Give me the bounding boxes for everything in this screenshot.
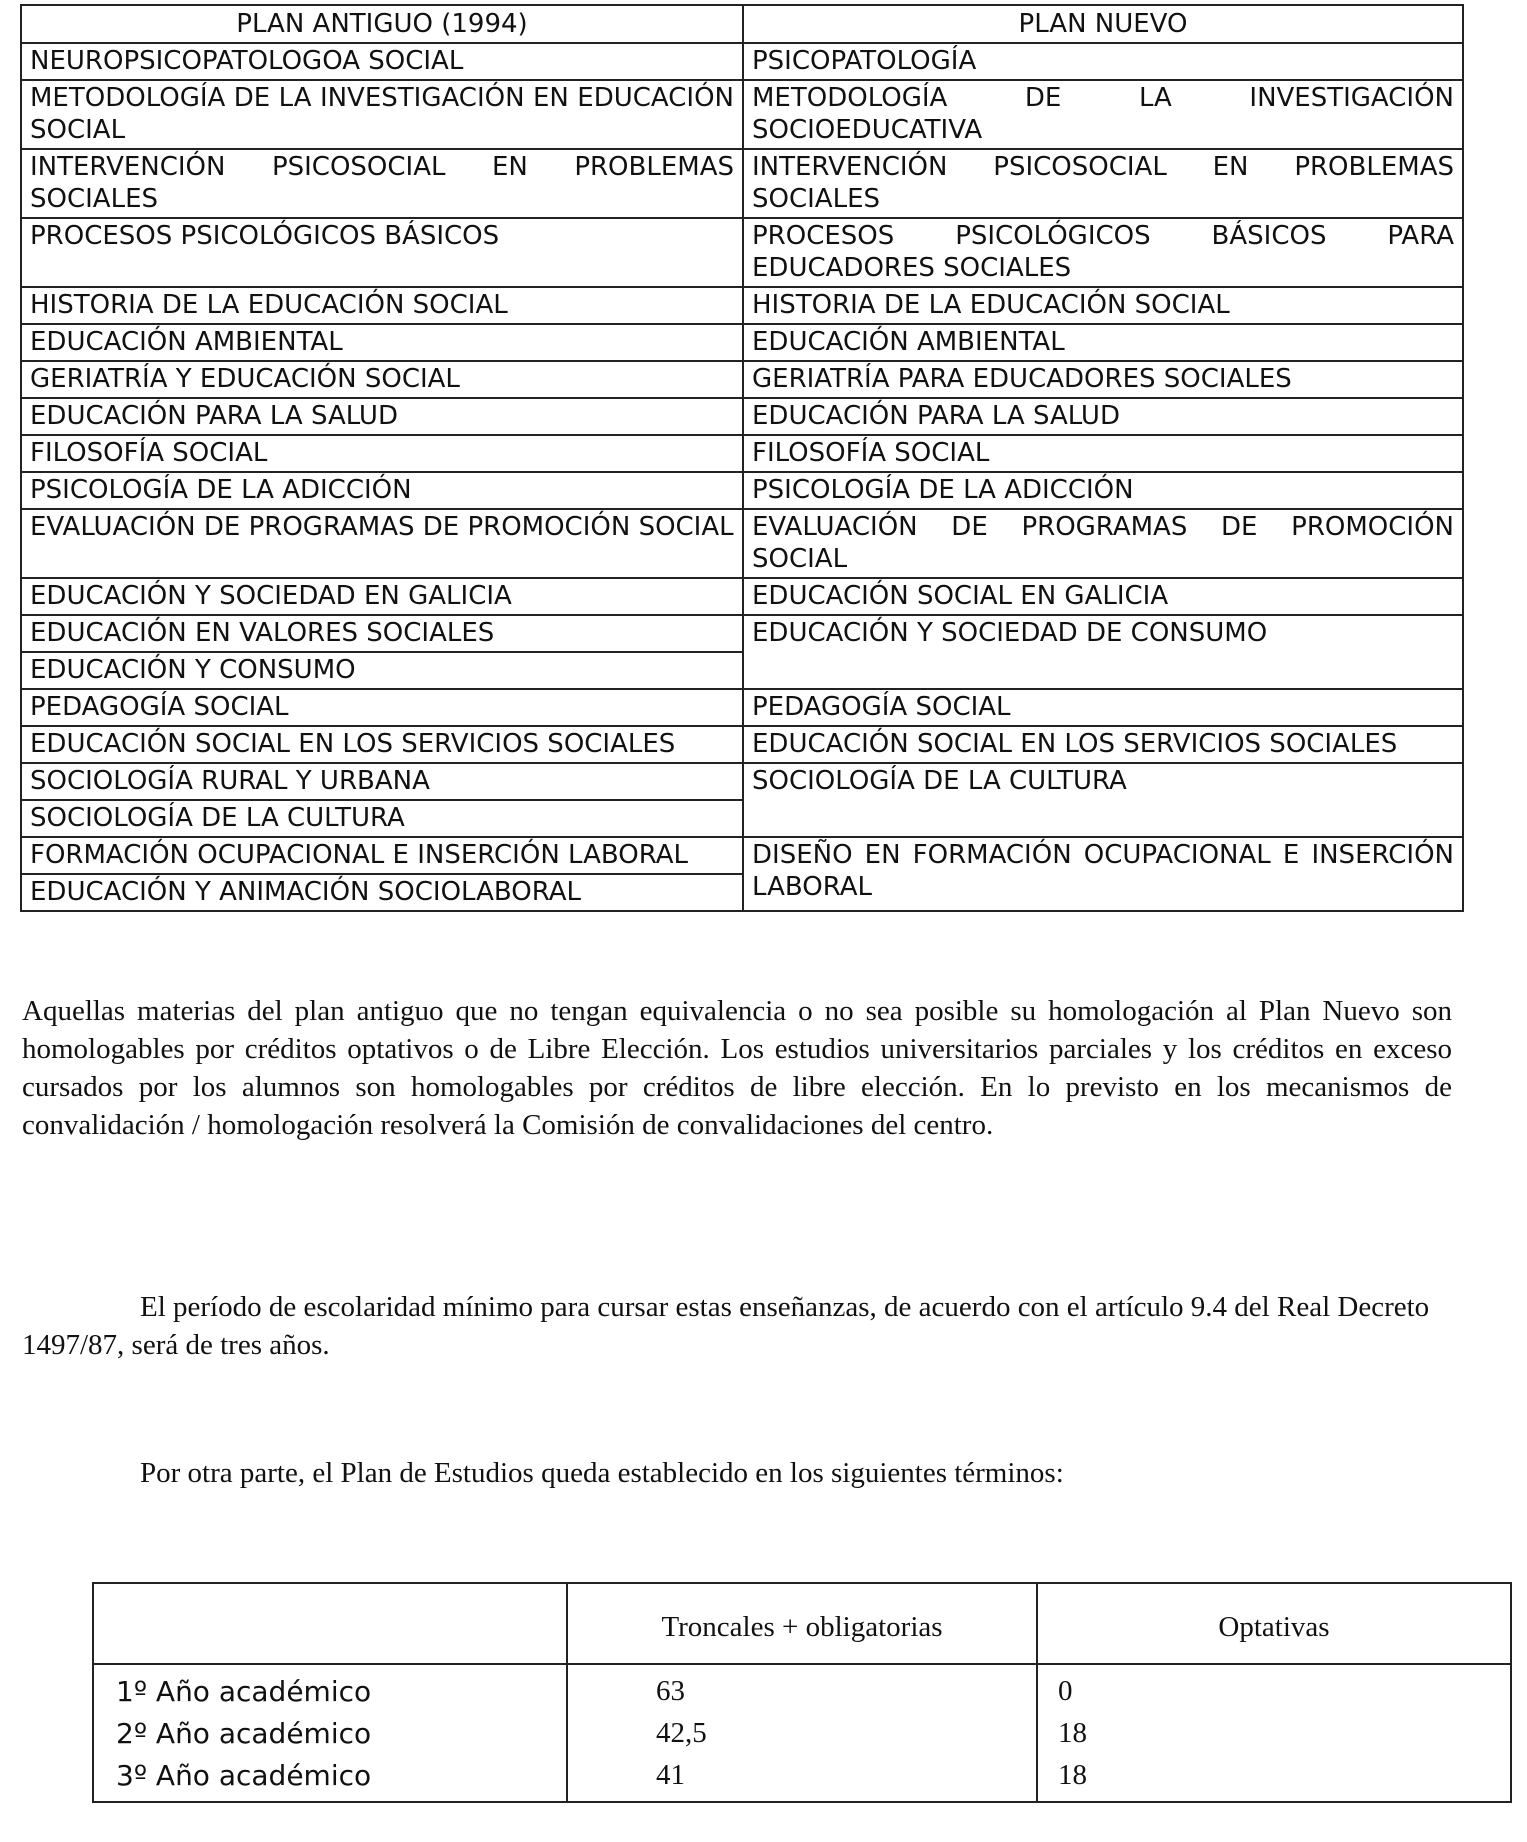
old-subject: FORMACIÓN OCUPACIONAL E INSERCIÓN LABORAL — [21, 837, 743, 874]
table-row — [21, 218, 1463, 287]
table-row — [21, 287, 1463, 324]
old-subject: HISTORIA DE LA EDUCACIÓN SOCIAL — [21, 287, 743, 324]
old-subject: SOCIOLOGÍA DE LA CULTURA — [21, 800, 743, 837]
homologation-paragraph: Aquellas materias del plan antiguo que no tengan equivalencia o no sea posible su homologación al Plan Nuevo son homologables por créditos optativos o de Libre Elección. Los estudios universitarios parciales y los créditos en exceso cursados por los alumnos son homologables por créditos de libre elección. En lo previsto en los mecanismos de convalidación / homologación resolverá la Comisión de convalidaciones del centro. — [22, 995, 1452, 1141]
old-subject: PEDAGOGÍA SOCIAL — [21, 689, 743, 726]
new-subject: DISEÑO EN FORMACIÓN OCUPACIONAL E INSERCIÓN LABORAL — [743, 837, 1463, 911]
equivalence-table — [20, 4, 1464, 912]
optional-credits: 18 — [1037, 1717, 1511, 1759]
old-subject: EDUCACIÓN AMBIENTAL — [21, 324, 743, 361]
new-subject: PSICOLOGÍA DE LA ADICCIÓN — [743, 472, 1463, 509]
old-subject: INTERVENCIÓN PSICOSOCIAL EN PROBLEMAS SOCIALES — [21, 149, 743, 218]
new-subject: GERIATRÍA PARA EDUCADORES SOCIALES — [743, 361, 1463, 398]
table-row — [21, 43, 1463, 80]
header-optional-credits: Optativas — [1037, 1583, 1511, 1664]
core-credits: 42,5 — [567, 1717, 1037, 1759]
table-row — [21, 578, 1463, 615]
header-empty — [93, 1583, 567, 1664]
table-row — [21, 435, 1463, 472]
old-subject: EDUCACIÓN Y CONSUMO — [21, 652, 743, 689]
core-credits: 63 — [567, 1664, 1037, 1717]
old-subject: NEUROPSICOPATOLOGOA SOCIAL — [21, 43, 743, 80]
academic-year: 1º Año académico — [93, 1664, 567, 1717]
header-new-plan: PLAN NUEVO — [743, 5, 1463, 43]
optional-credits: 0 — [1037, 1664, 1511, 1717]
header-old-plan: PLAN ANTIGUO (1994) — [21, 5, 743, 43]
study-plan-intro: Por otra parte, el Plan de Estudios queda establecido en los siguientes términos: — [140, 1457, 1064, 1489]
table-header-row — [21, 5, 1463, 43]
table-row — [93, 1717, 1511, 1759]
academic-year: 3º Año académico — [93, 1759, 567, 1802]
table-row — [21, 398, 1463, 435]
table-row — [93, 1759, 1511, 1802]
old-subject: EDUCACIÓN SOCIAL EN LOS SERVICIOS SOCIALES — [21, 726, 743, 763]
old-subject: METODOLOGÍA DE LA INVESTIGACIÓN EN EDUCACIÓN SOCIAL — [21, 80, 743, 149]
table-row — [21, 615, 1463, 652]
new-subject: PROCESOS PSICOLÓGICOS BÁSICOS PARA EDUCADORES SOCIALES — [743, 218, 1463, 287]
old-subject: EDUCACIÓN Y SOCIEDAD EN GALICIA — [21, 578, 743, 615]
table-row — [21, 509, 1463, 578]
new-subject: HISTORIA DE LA EDUCACIÓN SOCIAL — [743, 287, 1463, 324]
new-subject: EVALUACIÓN DE PROGRAMAS DE PROMOCIÓN SOCIAL — [743, 509, 1463, 578]
credits-header-row — [93, 1583, 1511, 1664]
old-subject: EDUCACIÓN EN VALORES SOCIALES — [21, 615, 743, 652]
new-subject: SOCIOLOGÍA DE LA CULTURA — [743, 763, 1463, 837]
optional-credits: 18 — [1037, 1759, 1511, 1802]
new-subject: INTERVENCIÓN PSICOSOCIAL EN PROBLEMAS SOCIALES — [743, 149, 1463, 218]
new-subject: EDUCACIÓN AMBIENTAL — [743, 324, 1463, 361]
new-subject: EDUCACIÓN PARA LA SALUD — [743, 398, 1463, 435]
old-subject: GERIATRÍA Y EDUCACIÓN SOCIAL — [21, 361, 743, 398]
table-row — [21, 763, 1463, 800]
credits-table — [92, 1582, 1512, 1803]
new-subject: FILOSOFÍA SOCIAL — [743, 435, 1463, 472]
core-credits: 41 — [567, 1759, 1037, 1802]
header-core-credits: Troncales + obligatorias — [567, 1583, 1037, 1664]
old-subject: EDUCACIÓN PARA LA SALUD — [21, 398, 743, 435]
new-subject: PSICOPATOLOGÍA — [743, 43, 1463, 80]
table-row — [93, 1664, 1511, 1717]
new-subject: EDUCACIÓN Y SOCIEDAD DE CONSUMO — [743, 615, 1463, 689]
table-row — [21, 361, 1463, 398]
new-subject: PEDAGOGÍA SOCIAL — [743, 689, 1463, 726]
table-row — [21, 472, 1463, 509]
new-subject: EDUCACIÓN SOCIAL EN LOS SERVICIOS SOCIALES — [743, 726, 1463, 763]
old-subject: FILOSOFÍA SOCIAL — [21, 435, 743, 472]
table-row — [21, 726, 1463, 763]
old-subject: SOCIOLOGÍA RURAL Y URBANA — [21, 763, 743, 800]
table-row — [21, 689, 1463, 726]
table-row — [21, 149, 1463, 218]
new-subject: METODOLOGÍA DE LA INVESTIGACIÓN SOCIOEDUCATIVA — [743, 80, 1463, 149]
table-row — [21, 80, 1463, 149]
old-subject: PROCESOS PSICOLÓGICOS BÁSICOS — [21, 218, 743, 287]
academic-year: 2º Año académico — [93, 1717, 567, 1759]
table-row — [21, 837, 1463, 874]
minimum-period-paragraph: El período de escolaridad mínimo para cursar estas enseñanzas, de acuerdo con el artículo 9.4 del Real Decreto 1497/87, será de tres años. — [22, 1291, 1430, 1361]
new-subject: EDUCACIÓN SOCIAL EN GALICIA — [743, 578, 1463, 615]
old-subject: EVALUACIÓN DE PROGRAMAS DE PROMOCIÓN SOCIAL — [21, 509, 743, 578]
old-subject: PSICOLOGÍA DE LA ADICCIÓN — [21, 472, 743, 509]
old-subject: EDUCACIÓN Y ANIMACIÓN SOCIOLABORAL — [21, 874, 743, 911]
table-row — [21, 324, 1463, 361]
